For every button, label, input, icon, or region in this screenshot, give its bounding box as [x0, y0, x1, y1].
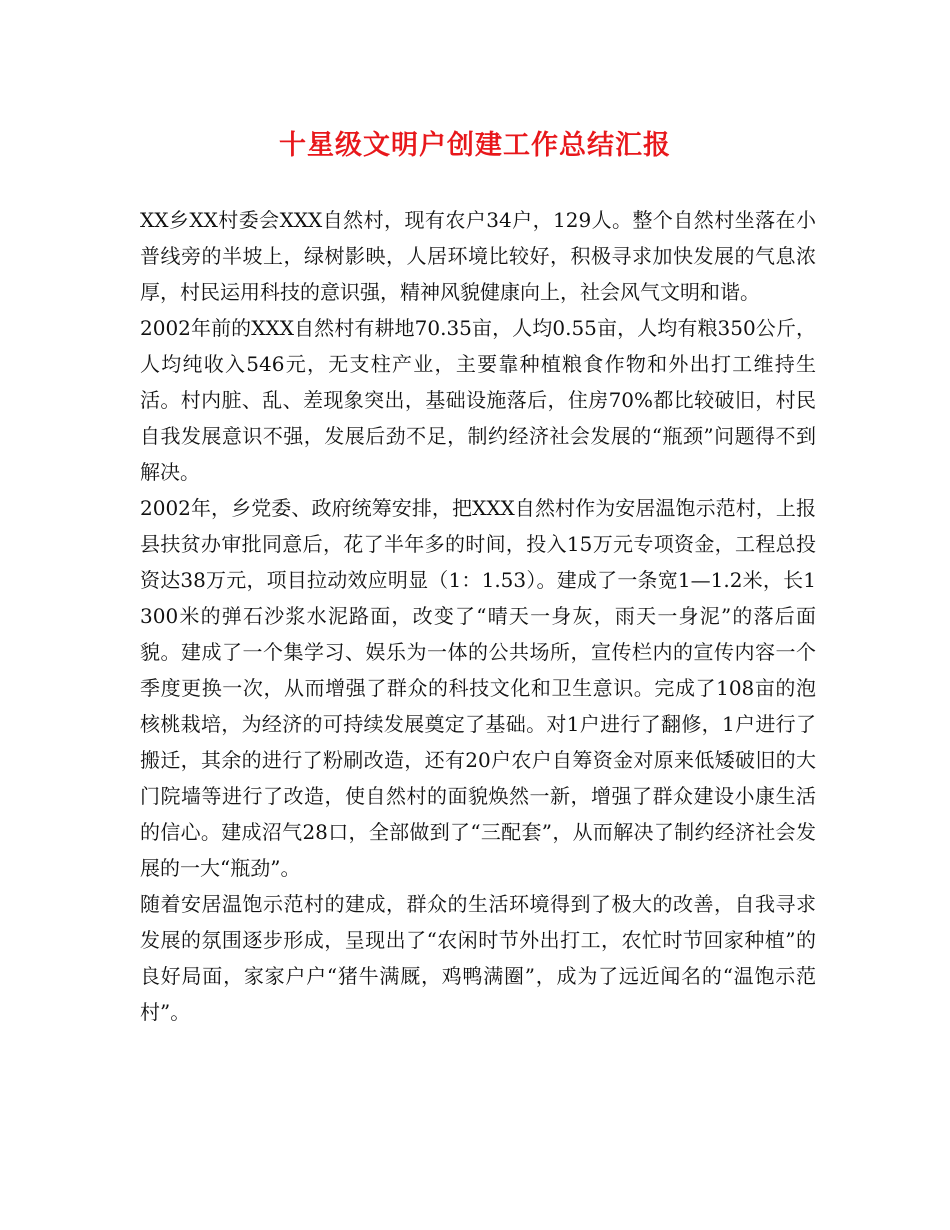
- paragraph-intro: XX乡XX村委会XXX自然村，现有农户34户，129人。整个自然村坐落在小普线旁的半坡上，绿树影映，人居环境比较好，积极寻求加快发展的气息浓厚，村民运用科技的意识强，精神风貌健康向上，社会风气文明和谐。: [140, 208, 816, 304]
- paragraph-2002-project: 2002年，乡党委、政府统筹安排，把XXX自然村作为安居温饱示范村，上报县扶贫办审批同意后，花了半年多的时间，投入15万元专项资金，工程总投资达38万元，项目拉动效应明显（1：1.53）。建成了一条宽1—1.2米，长1300米的弹石沙浆水泥路面，改变了“晴天一身灰，雨天一身泥”的落后面貌。建成了一个集学习、娱乐为一体的公共场所，宣传栏内的宣传内容一个季度更换一次，从而增强了群众的科技文化和卫生意识。完成了108亩的泡核桃栽培，为经济的可持续发展奠定了基础。对1户进行了翻修，1户进行了搬迁，其余的进行了粉刷改造，还有20户农户自筹资金对原来低矮破旧的大门院墙等进行了改造，使自然村的面貌焕然一新，增强了群众建设小康生活的信心。建成沼气28口，全部做到了“三配套”，从而解决了制约经济社会发展的一大“瓶劲”。: [140, 496, 816, 880]
- paragraph-before-2002: 2002年前的XXX自然村有耕地70.35亩，人均0.55亩，人均有粮350公斤，人均纯收入546元，无支柱产业，主要靠种植粮食作物和外出打工维持生活。村内脏、乱、差现象突出，基础设施落后，住房70%都比较破旧，村民自我发展意识不强，发展后劲不足，制约经济社会发展的“瓶颈”问题得不到解决。: [140, 316, 816, 484]
- document-body: [140, 202, 816, 1030]
- paragraph-results: 随着安居温饱示范村的建成，群众的生活环境得到了极大的改善，自我寻求发展的氛围逐步形成，呈现出了“农闲时节外出打工，农忙时节回家种植”的良好局面，家家户户“猪牛满厩，鸡鸭满圈”，成为了远近闻名的“温饱示范村”。: [140, 892, 816, 1024]
- document-title: 十星级文明户创建工作总结汇报: [279, 130, 671, 161]
